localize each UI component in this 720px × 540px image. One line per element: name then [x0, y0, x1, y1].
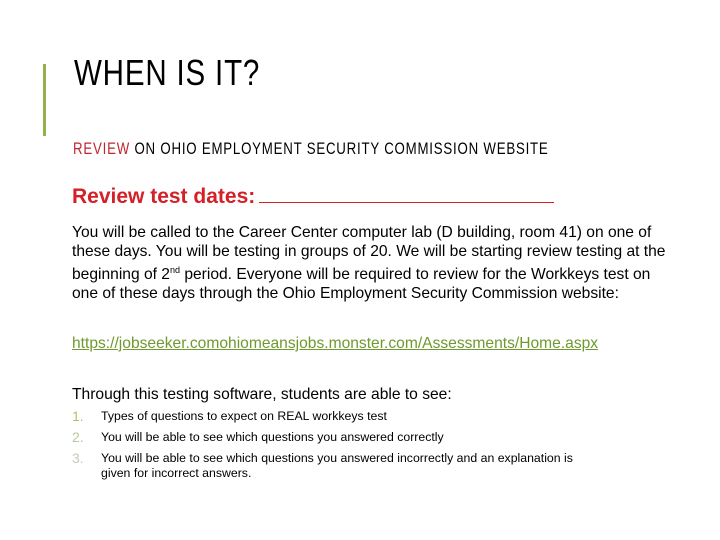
list-item	[72, 430, 592, 445]
list-text: Types of questions to expect on REAL workkeys test	[101, 409, 387, 423]
list-item	[72, 451, 592, 481]
paragraph-text: You will be called to the Career Center computer lab (D building, room 41) on one of these days. You will be testing in groups of 20. We will be starting review testing at the beginning of 2	[72, 224, 666, 284]
review-dates-heading	[72, 184, 554, 209]
instructions-paragraph	[72, 223, 672, 303]
review-dates-blank	[259, 184, 554, 203]
list-number: 1.	[72, 408, 84, 424]
ordinal-suffix: nd	[169, 265, 180, 275]
list-text: You will be able to see which questions you answered correctly	[101, 430, 444, 444]
features-list	[72, 409, 592, 487]
slide-title: WHEN IS IT?	[74, 52, 261, 93]
slide-subtitle	[73, 139, 549, 159]
subtitle-highlight: REVIEW	[73, 139, 130, 158]
list-lead: Through this testing software, students are able to see:	[72, 386, 452, 403]
paragraph-text-cont: period. Everyone will be required to review for the Workkeys test on one of these days through the Ohio Employment Security Commission website:	[72, 266, 651, 303]
assessment-link[interactable]: https://jobseeker.comohiomeansjobs.monster.com/Assessments/Home.aspx	[72, 335, 599, 352]
list-number: 2.	[72, 429, 84, 445]
list-text: You will be able to see which questions you answered incorrectly and an explanation is given for incorrect answers.	[101, 451, 573, 480]
accent-bar	[43, 64, 46, 136]
list-item	[72, 409, 592, 424]
review-dates-label: Review test dates:	[72, 185, 256, 208]
list-number: 3.	[72, 450, 84, 466]
subtitle-rest: ON OHIO EMPLOYMENT SECURITY COMMISSION WEBSITE	[129, 139, 549, 158]
